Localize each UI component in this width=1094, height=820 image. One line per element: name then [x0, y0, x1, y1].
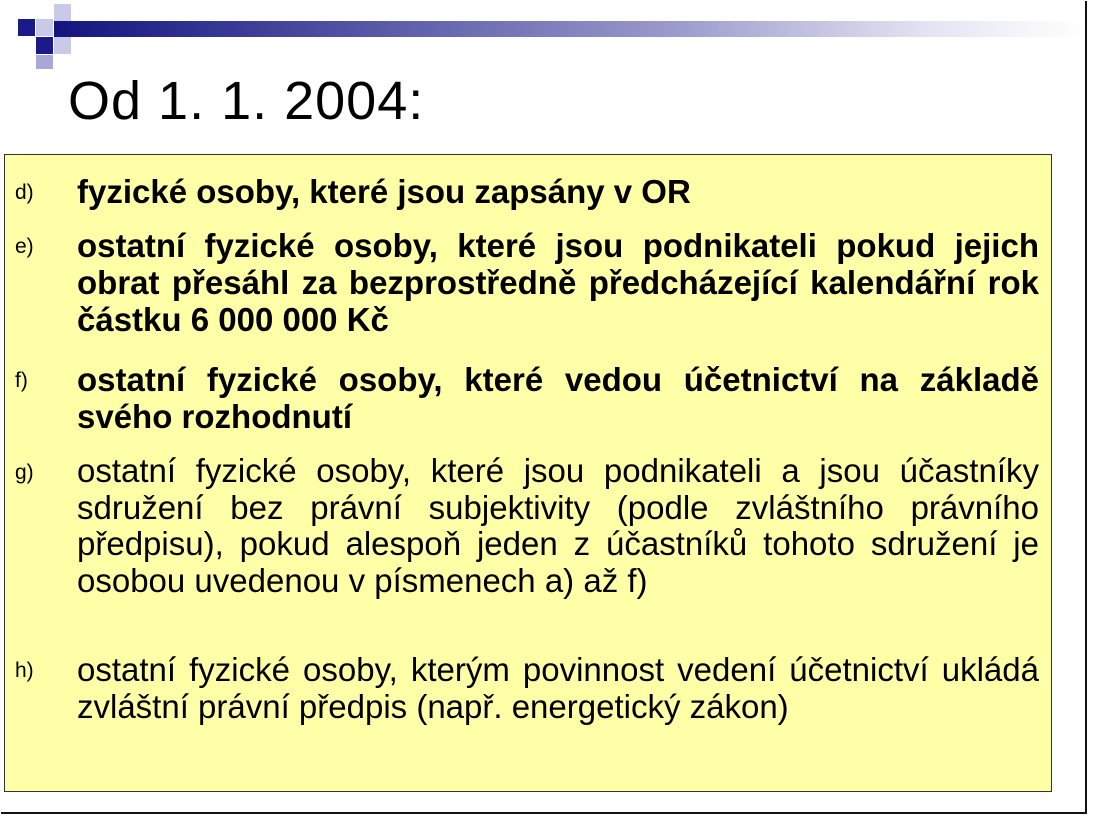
list-marker: d) — [15, 181, 34, 204]
list-marker: f) — [15, 369, 28, 392]
list-marker: h) — [15, 659, 34, 682]
decorative-square — [36, 37, 53, 54]
decorative-square — [36, 19, 53, 36]
list-item-text: ostatní fyzické osoby, které jsou podnikateli a jsou účastníky sdružení bez právní subjektivity (podle zvláštního právního předpisu), pokud alespoň jeden z účastníků tohoto sdružení je osobou uvedenou v písmenech a) až f) — [77, 452, 1039, 599]
decorative-square — [18, 19, 35, 36]
list-item-text: ostatní fyzické osoby, které jsou podnikateli pokud jejich obrat přesáhl za bezprostředně předcházející kalendářní rok částku 6 000 000 Kč — [77, 227, 1039, 338]
decorative-square — [54, 37, 71, 54]
list-marker: e) — [15, 235, 34, 258]
list-item-text: fyzické osoby, které jsou zapsány v OR — [77, 173, 691, 210]
content-box — [4, 154, 1052, 792]
decorative-square — [54, 4, 71, 21]
list-item-text: ostatní fyzické osoby, kterým povinnost vedení účetnictví ukládá zvláštní právní předpis (např. energetický zákon) — [77, 651, 1039, 725]
decorative-square — [36, 55, 53, 69]
slide-title: Od 1. 1. 2004: — [68, 71, 425, 131]
list-marker: g) — [15, 461, 34, 484]
list-item-text: ostatní fyzické osoby, které vedou účetnictví na základě svého rozhodnutí — [77, 361, 1039, 435]
header-gradient-bar — [54, 21, 1084, 37]
